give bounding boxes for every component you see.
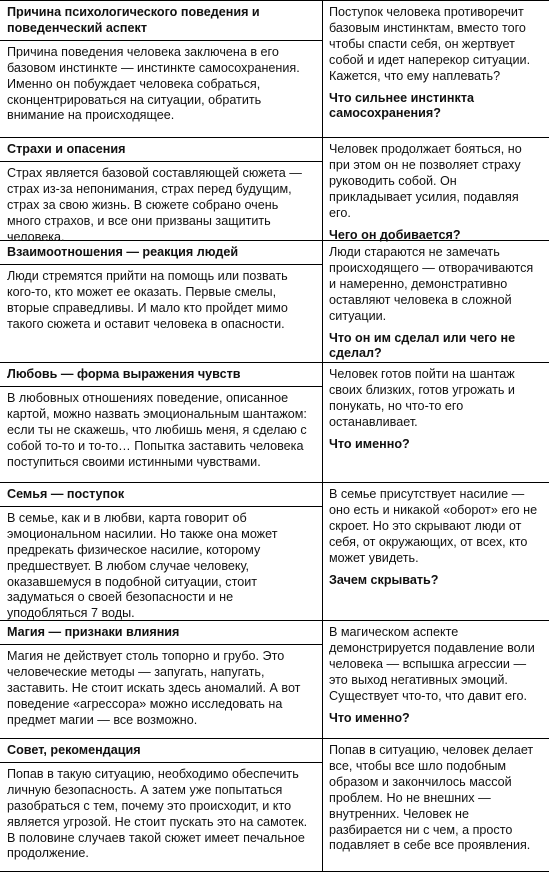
row-question: Чего он добивается? <box>329 227 461 242</box>
right-text: В семье присутствует насилие — оно есть и никакой «оборот» его не скроет. Но это скрывают люди от себя, от окружающих, от всех, кто может увидеть. <box>329 487 538 565</box>
table-row <box>0 138 549 244</box>
right-text: Люди стараются не замечать происходящего — отворачиваются и намеренно, демонстративно оставляют человека в сложной ситуации. <box>329 245 534 323</box>
table-row <box>0 739 549 872</box>
right-cell <box>323 1 549 137</box>
right-cell <box>323 621 549 738</box>
table-row <box>0 363 549 483</box>
table-row <box>0 241 549 363</box>
left-text: В любовных отношениях поведение, описанное картой, можно назвать эмоциональным шантажом: если ты не скажешь, что любишь меня, я сделаю с собой то-то и то-то… Попытка заставить человека поступиться своими истинными чувствами. <box>7 390 307 469</box>
right-cell <box>323 363 549 482</box>
left-text: Попав в такую ситуацию, необходимо обеспечить личную безопасность. А затем уже попытаться разобраться с тем, почему это происходит, и кто является угрозой. Не стоит пускать это на самотек. В половине случаев такой сюжет имеет печальное продолжение. <box>7 766 308 861</box>
row-heading: Страхи и опасения <box>0 142 322 162</box>
right-text: Человек продолжает бояться, но при этом он не позволяет страху руководить собой. Он прикладывает усилия, подавляя его. <box>329 142 522 220</box>
left-cell <box>0 138 323 244</box>
left-text: Магия не действует столь топорно и грубо. Это человеческие методы — запугать, напугать, заставить. Не стоит искать здесь аномалий. А вот поведение «агрессора» можно исследовать на предмет магии — все возможно. <box>7 648 301 727</box>
left-text: Страх является базовой составляющей сюжета — страх из-за непонимания, страх перед будущим, страх за свою жизнь. В сюжете собрано очень много страхов, и все они призваны защитить человека. <box>7 165 302 244</box>
left-cell <box>0 621 323 738</box>
row-question: Что сильнее инстинкта самосохранения? <box>329 90 474 121</box>
row-question: Что именно? <box>329 436 410 451</box>
table-row <box>0 483 549 621</box>
right-cell <box>323 138 549 240</box>
right-cell <box>323 483 549 620</box>
row-heading: Магия — признаки влияния <box>0 625 322 645</box>
row-heading: Причина психологического поведения и поведенческий аспект <box>0 5 322 41</box>
row-question: Что он им сделал или чего не сделал? <box>329 330 516 361</box>
left-cell <box>0 363 323 482</box>
right-text: Человек готов пойти на шантаж своих близких, готов угрожать и понукать, но что-то его останавливает. <box>329 367 515 429</box>
right-cell <box>323 241 549 362</box>
table-row <box>0 0 549 138</box>
left-text: В семье, как и в любви, карта говорит об эмоциональном насилии. Но также она может предрекать физическое насилие, которому предшествует. В любом случае человеку, оказавшемуся в подобной ситуации, стоит задуматься о своей безопасности и не уподобляться 7 воды. <box>7 510 278 621</box>
table-row <box>0 621 549 739</box>
row-heading: Любовь — форма выражения чувств <box>0 367 322 387</box>
left-text: Люди стремятся прийти на помощь или позвать кого-то, кто может ее оказать. Первые смелы, вторые справедливы. И мало кто пройдет мимо такого сюжета и оставит человека в опасности. <box>7 268 288 331</box>
right-text: Поступок человека противоречит базовым инстинктам, вместо того чтобы спасти себя, он жертвует собой и идет наперекор ситуации. Кажется, что ему наплевать? <box>329 5 531 83</box>
row-heading: Взаимоотношения — реакция людей <box>0 245 322 265</box>
left-cell <box>0 241 323 362</box>
left-cell <box>0 483 323 620</box>
left-cell <box>0 1 323 137</box>
row-heading: Совет, рекомендация <box>0 743 322 763</box>
right-text: В магическом аспекте демонстрируется подавление воли человека — вспышка агрессии — это выход негативных эмоций. Существует что-то, что давит его. <box>329 625 535 703</box>
row-question: Зачем скрывать? <box>329 572 439 587</box>
left-cell <box>0 739 323 871</box>
row-question: Что именно? <box>329 710 410 725</box>
row-heading: Семья — поступок <box>0 487 322 507</box>
left-text: Причина поведения человека заключена в его базовом инстинкте — инстинкте самосохранения. Именно он побуждает человека собраться, сконцентрироваться на ситуации, обратить внимание на происходящее. <box>7 44 300 123</box>
right-cell <box>323 739 549 871</box>
right-text: Попав в ситуацию, человек делает все, чтобы все шло подобным образом и закончилось массой проблем. Но не внешних — внутренних. Человек не разбирается ни с чем, а просто подавляет в себе все проявления. <box>329 743 534 853</box>
